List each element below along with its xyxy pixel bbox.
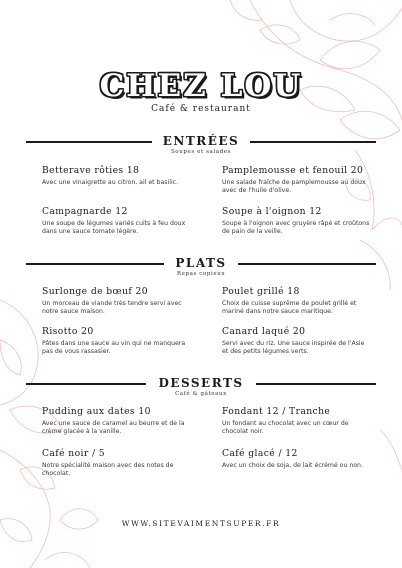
menu-item <box>42 326 192 357</box>
website-link[interactable]: WWW.SITEVAIMENTSUPER.FR <box>121 519 281 528</box>
section-header-entrees <box>0 134 402 164</box>
section-title-entrees: ENTRÉES <box>162 134 240 148</box>
section-title-desserts: DESSERTS <box>158 376 244 390</box>
menu-item <box>42 206 192 237</box>
menu-item <box>42 448 192 479</box>
divider <box>256 383 376 385</box>
item-description: Avec une vinaigrette au citron, ail et basilic. <box>42 179 179 186</box>
menu-item <box>222 286 372 317</box>
item-description: Choix de cuisse suprême de poulet grillé et mariné dans notre sauce maritique. <box>222 300 357 316</box>
section-title-plats: PLATS <box>175 256 227 270</box>
item-description: Un morceau de viande très tendre servi avec notre sauce maison. <box>42 300 182 316</box>
menu-item <box>222 406 372 437</box>
item-name: Pamplemousse et fenouil 20 <box>222 165 364 176</box>
item-description: Servi avec du riz. Une sauce inspirée de l'Asie et des petits légumes verts. <box>222 340 365 356</box>
item-description: Un fondant au chocolat avec un cœur de chocolat noir. <box>222 420 349 436</box>
item-name: Poulet grillé 18 <box>222 286 300 297</box>
menu-item <box>42 165 192 187</box>
item-description: Avec un choix de soja, de lait écrémé ou non. <box>222 462 363 469</box>
section-header-desserts <box>0 376 402 406</box>
item-name: Café noir / 5 <box>42 448 106 459</box>
item-description: Soupe à l'oignon avec gruyère râpé et croûtons de pain de la veille. <box>222 220 370 236</box>
menu-item <box>42 286 192 317</box>
item-name: Pudding aux dates 10 <box>42 406 151 417</box>
menu-item <box>222 448 372 470</box>
divider <box>250 141 376 143</box>
menu-item <box>42 406 192 437</box>
restaurant-title: CHEZ LOU <box>99 68 303 104</box>
item-name: Soupe à l'oignon 12 <box>222 206 322 217</box>
item-name: Risotto 20 <box>42 326 94 337</box>
item-description: Avec une sauce de caramel au beurre et de la crème glacée à la vanille. <box>42 420 185 436</box>
item-name: Surlonge de bœuf 20 <box>42 286 148 297</box>
menu-item <box>222 165 372 196</box>
item-name: Fondant 12 / Tranche <box>222 406 331 417</box>
divider <box>238 263 376 265</box>
item-name: Café glacé / 12 <box>222 448 298 459</box>
section-subtitle-plats: Repas copieux <box>176 271 226 277</box>
item-description: Notre spécialité maison avec des notes de chocolat. <box>42 462 174 478</box>
section-subtitle-entrees: Soupes et salades <box>170 149 232 155</box>
item-name: Canard laqué 20 <box>222 326 306 337</box>
menu-item <box>222 206 372 237</box>
item-description: Une soupe de légumes variés cuits à feu doux dans une sauce tomate légère. <box>42 220 186 236</box>
menu-item <box>222 326 372 357</box>
item-name: Betterave rôties 18 <box>42 165 140 176</box>
restaurant-subtitle: Café & restaurant <box>151 104 251 114</box>
item-description: Pâtes dans une sauce au vin qui ne manquera pas de vous rassasier. <box>42 340 186 356</box>
item-description: Une salade fraîche de pamplemousse au doux avec de l'huile d'olive. <box>222 179 366 195</box>
section-header-plats <box>0 256 402 286</box>
section-subtitle-desserts: Café & gâteaux <box>175 391 227 397</box>
item-name: Campagnarde 12 <box>42 206 128 217</box>
